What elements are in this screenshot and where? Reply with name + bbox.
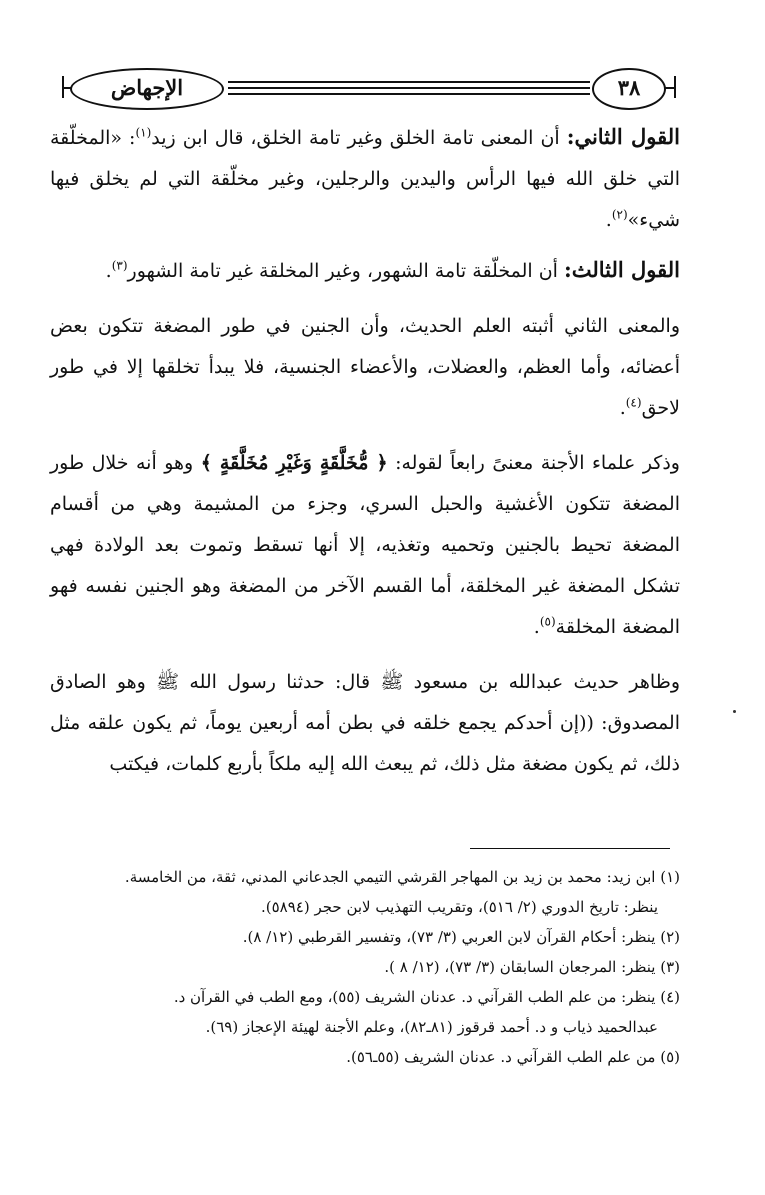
footnote-continuation: ينظر: تاريخ الدوري (٢/ ٥١٦)، وتقريب التهذيب لابن حجر (٥٨٩٤). — [260, 898, 658, 916]
paragraph-text: أن المخلّقة تامة الشهور، وغير المخلقة غير تامة الشهور — [127, 260, 564, 282]
header-cap — [674, 76, 676, 98]
header-rule — [228, 93, 590, 95]
margin-dot — [733, 710, 736, 713]
footnote: (٥) من علم الطب القرآني د. عدنان الشريف (٥٥ـ٥٦). — [346, 1048, 680, 1066]
paragraph — [50, 306, 680, 429]
footnote-ref: (١) — [135, 125, 152, 140]
footnote-separator — [470, 848, 670, 849]
paragraph — [50, 249, 680, 292]
footnote: (٤) ينظر: من علم الطب القرآني د. عدنان الشريف (٥٥)، ومع الطب في القرآن د. — [173, 988, 680, 1006]
paragraph-lead: القول الثاني: — [566, 124, 680, 149]
paragraph-text: والمعنى الثاني أثبته العلم الحديث، وأن الجنين في طور المضغة تتكون بعض أعضائه، وأما العظم، والعضلات، والأعضاء الجنسية، فلا يبدأ تخلقها إلا في طور لاحق — [50, 315, 680, 419]
paragraph — [50, 662, 680, 785]
paragraph-text: : «المخلّقة التي خلق الله فيها الرأس واليدين والرجلين، وغير مخلّقة التي لم يخلق فيها شيء» — [50, 127, 680, 231]
footnote: (١) ابن زيد: محمد بن زيد بن المهاجر القرشي التيمي الجدعاني المدني، ثقة، من الخامسة. — [124, 868, 680, 886]
main-text — [50, 116, 680, 799]
page-number: ٣٨ — [592, 68, 666, 110]
chapter-title: الإجهاض — [70, 68, 224, 110]
footnote-continuation: عبدالحميد ذياب و د. أحمد قرقوز (٨١ـ٨٢)، وعلم الأجنة لهيئة الإعجاز (٦٩). — [205, 1018, 658, 1036]
paragraph — [50, 443, 680, 648]
paragraph-lead: القول الثالث: — [563, 257, 680, 282]
header-rule — [228, 81, 590, 83]
paragraph — [50, 116, 680, 241]
footnote-ref: (٢) — [611, 207, 628, 222]
footnotes — [50, 862, 680, 1072]
punctuation: . — [605, 209, 612, 231]
footnote: (٢) ينظر: أحكام القرآن لابن العربي (٣/ ٧٣)، وتفسير القرطبي (١٢/ ٨). — [242, 928, 680, 946]
paragraph-text: وهو أنه خلال طور المضغة تتكون الأغشية والحبل السري، وجزء من المشيمة وهي من أقسام المضغة تحيط بالجنين وتحميه وتغذيه، إلا أنها تسقط وتموت بعد الولادة فهي تشكل المضغة غير المخلقة، أما القسم الآخر من المضغة وهو الجنين نفسه فهو المضغة المخلقة — [50, 452, 680, 638]
punctuation: . — [105, 260, 112, 282]
footnote-ref: (٤) — [625, 395, 642, 410]
footnote-ref: (٥) — [539, 614, 556, 629]
punctuation: . — [619, 397, 626, 419]
paragraph-text: وذكر علماء الأجنة معنىً رابعاً لقوله: — [387, 452, 680, 474]
paragraph-text: وظاهر حديث عبدالله بن مسعود ﷺ قال: حدثنا رسول الله ﷺ وهو الصادق المصدوق: ((إن أحدكم يجمع خلقه في بطن أمه أربعين يوماً، ثم يكون علقه مثل ذلك، ثم يكون مضغة مثل ذلك، ثم يبعث الله إليه ملكاً بأربع كلمات، فيكتب — [50, 671, 680, 775]
quran-quote: ﴿ مُّخَلَّقَةٍ وَغَيْرِ مُخَلَّقَةٍ ﴾ — [200, 452, 388, 474]
header-rule — [228, 87, 590, 89]
header-cap — [62, 76, 64, 98]
punctuation: . — [533, 616, 540, 638]
footnote-ref: (٣) — [111, 258, 128, 273]
page-header — [58, 62, 680, 118]
paragraph-text: أن المعنى تامة الخلق وغير تامة الخلق، قال ابن زيد — [151, 127, 567, 149]
footnote: (٣) ينظر: المرجعان السابقان (٣/ ٧٣)، (١٢/ ٨ ). — [384, 958, 680, 976]
